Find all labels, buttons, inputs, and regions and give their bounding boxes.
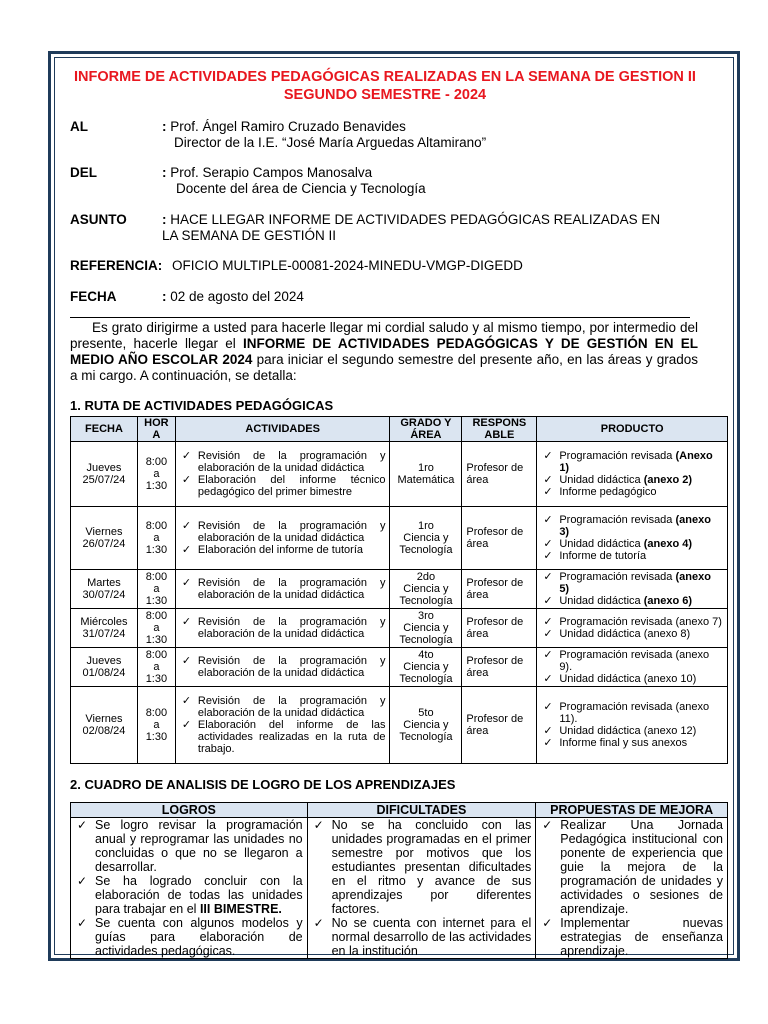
product-annex: (anexo 2) <box>643 474 692 486</box>
hour-sep: a <box>153 719 160 731</box>
product-text: Programación revisada (anexo 7) <box>559 616 722 628</box>
product-item <box>537 725 727 737</box>
product-item: ✓ Informe pedagógico <box>537 486 727 498</box>
grado-cell <box>390 570 462 609</box>
product-item <box>537 474 727 486</box>
table-row <box>71 507 728 570</box>
actividades-cell <box>175 648 390 687</box>
col-responsable: RESPONS ABLE <box>462 417 537 442</box>
hour-end: 1:30 <box>145 634 168 646</box>
area-line: Tecnología <box>399 634 453 646</box>
table-row <box>71 442 728 507</box>
hour-end: 1:30 <box>145 673 168 685</box>
day-date: 25/07/24 <box>82 474 126 486</box>
hour-sep: a <box>153 583 160 595</box>
product-text: Unidad didáctica <box>559 474 644 486</box>
asunto-field <box>70 212 710 248</box>
responsable-cell: Profesor de área <box>462 507 537 570</box>
asunto-label: ASUNTO <box>70 212 127 227</box>
section-1-title: 1. RUTA DE ACTIVIDADES PEDAGÓGICAS <box>70 398 334 413</box>
table-header-row <box>71 417 728 442</box>
grado-cell <box>390 507 462 570</box>
hour-start: 8:00 <box>145 649 168 661</box>
area-line: Matemática <box>397 474 455 486</box>
product-text: Programación revisada (anexo 11). <box>559 701 710 725</box>
del-label: DEL <box>70 165 97 180</box>
grade: 4to <box>418 649 434 661</box>
dificultad-item: ✓ No se cuenta con internet para el normal desarrollo de las actividades en la institución <box>308 916 536 958</box>
product-item: ✓ Informe final y sus anexos <box>537 737 727 749</box>
activity-item: ✓ Revisión de la programación y elaboración de la unidad didáctica <box>176 616 390 640</box>
fecha-cell <box>71 507 138 570</box>
day-date: 02/08/24 <box>82 725 126 737</box>
day-name: Miércoles <box>80 616 128 628</box>
analysis-table <box>70 802 728 959</box>
document-title: INFORME DE ACTIVIDADES PEDAGÓGICAS REALIZADAS EN LA SEMANA DE GESTION II SEGUNDO SEMESTRE - 2024 <box>74 69 696 103</box>
product-item <box>537 628 727 640</box>
fecha-colon: : <box>162 289 167 304</box>
product-item <box>537 450 727 474</box>
product-text: Programación revisada (anexo 9). <box>559 649 710 673</box>
grade: 1ro <box>417 520 434 532</box>
product-text: Programación revisada <box>559 514 676 526</box>
product-item <box>537 595 727 607</box>
hour-end: 1:30 <box>145 480 168 492</box>
grade: 5to <box>418 707 434 719</box>
hour-start: 8:00 <box>145 707 168 719</box>
del-field <box>70 165 710 201</box>
grade: 3ro <box>417 610 434 622</box>
table-row <box>71 609 728 648</box>
dificultades-cell <box>307 818 536 959</box>
area-line: Tecnología <box>399 544 453 556</box>
producto-cell <box>537 570 728 609</box>
responsable-cell: Profesor de área <box>462 687 537 764</box>
product-item <box>537 673 727 685</box>
product-text: Unidad didáctica (anexo 8) <box>559 628 691 640</box>
area-line: Tecnología <box>399 595 453 607</box>
col-hora: HOR A <box>137 417 175 442</box>
actividades-cell <box>175 507 390 570</box>
product-item <box>537 514 727 538</box>
hour-end: 1:30 <box>145 544 168 556</box>
product-annex: (anexo 6) <box>643 595 692 607</box>
logro-item: ✓ Se logro revisar la programación anual y reprogramar las unidades no concluidas o que no se llegaron a desarrollar. <box>71 818 307 874</box>
hora-cell <box>137 609 175 648</box>
hour-sep: a <box>153 661 160 673</box>
product-item <box>537 571 727 595</box>
col-logros: LOGROS <box>71 803 308 818</box>
responsable-cell: Profesor de área <box>462 570 537 609</box>
col-producto: PRODUCTO <box>537 417 728 442</box>
activities-table <box>70 416 728 764</box>
area-line: Tecnología <box>399 673 453 685</box>
del-name: Prof. Serapio Campos Manosalva <box>170 165 373 180</box>
table-row <box>71 648 728 687</box>
day-name: Martes <box>87 577 121 589</box>
responsable-cell: Profesor de área <box>462 648 537 687</box>
hour-end: 1:30 <box>145 595 168 607</box>
logro-item <box>71 874 307 916</box>
hora-cell <box>137 687 175 764</box>
producto-cell <box>537 507 728 570</box>
section-2-title: 2. CUADRO DE ANALISIS DE LOGRO DE LOS APRENDIZAJES <box>70 777 456 792</box>
area-line: Tecnología <box>399 731 453 743</box>
logros-cell <box>71 818 308 959</box>
actividades-cell <box>175 442 390 507</box>
day-date: 26/07/24 <box>82 538 126 550</box>
day-date: 30/07/24 <box>82 589 126 601</box>
fecha-cell <box>71 609 138 648</box>
referencia-field <box>70 258 710 276</box>
fecha-value: 02 de agosto del 2024 <box>170 289 304 304</box>
product-text: Programación revisada <box>559 450 676 462</box>
hour-sep: a <box>153 532 160 544</box>
col-actividades: ACTIVIDADES <box>175 417 390 442</box>
hour-start: 8:00 <box>145 456 168 468</box>
propuesta-item: ✓ Implementar nuevas estrategias de enseñanza aprendizaje. <box>536 916 727 958</box>
logro-item: ✓ Se cuenta con algunos modelos y guías para elaboración de actividades pedagógicas. <box>71 916 307 958</box>
fecha-cell <box>71 648 138 687</box>
grado-cell <box>390 687 462 764</box>
activity-item: ✓ Revisión de la programación y elaboración de la unidad didáctica <box>176 655 390 679</box>
product-text: Unidad didáctica <box>559 538 644 550</box>
product-annex: (anexo 3) <box>559 514 711 538</box>
product-annex: (anexo 5) <box>559 571 711 595</box>
producto-cell <box>537 609 728 648</box>
dificultad-item: ✓ No se ha concluido con las unidades programadas en el primer semestre por motivos que los estudiantes presentan dificultades en el ritmo y avance de sus aprendizajes por diferentes factores. <box>308 818 536 916</box>
logro-text: Se ha logrado concluir con la elaboración de todas las unidades para trabajar en el <box>95 874 303 916</box>
intro-paragraph <box>70 320 698 384</box>
al-label: AL <box>70 119 88 134</box>
logro-text-bold: III BIMESTRE. <box>199 902 282 916</box>
analysis-header-row <box>71 803 728 818</box>
table-row <box>71 570 728 609</box>
product-text: Unidad didáctica (anexo 10) <box>559 673 697 685</box>
product-text: Unidad didáctica (anexo 12) <box>559 725 697 737</box>
fecha-label: FECHA <box>70 289 117 304</box>
product-item <box>537 649 727 673</box>
al-colon: : <box>162 119 167 134</box>
product-item <box>537 538 727 550</box>
day-name: Viernes <box>85 526 123 538</box>
hour-sep: a <box>153 468 160 480</box>
asunto-colon: : <box>162 212 167 227</box>
hour-start: 8:00 <box>145 520 168 532</box>
col-dificultades: DIFICULTADES <box>307 803 536 818</box>
responsable-cell: Profesor de área <box>462 442 537 507</box>
day-name: Viernes <box>85 713 123 725</box>
day-date: 01/08/24 <box>82 667 126 679</box>
hour-sep: a <box>153 622 160 634</box>
grade: 2do <box>416 571 436 583</box>
del-title: Docente del área de Ciencia y Tecnología <box>176 181 426 196</box>
col-grado: GRADO Y ÁREA <box>390 417 462 442</box>
referencia-label: REFERENCIA: <box>70 258 163 273</box>
grado-cell <box>390 442 462 507</box>
hour-start: 8:00 <box>145 571 168 583</box>
hour-end: 1:30 <box>145 731 168 743</box>
producto-cell <box>537 648 728 687</box>
day-date: 31/07/24 <box>82 628 126 640</box>
referencia-value: OFICIO MULTIPLE-00081-2024-MINEDU-VMGP-DIGEDD <box>172 258 523 273</box>
grado-cell <box>390 648 462 687</box>
area-line: Ciencia y <box>403 661 449 673</box>
area-line: Ciencia y <box>403 583 449 595</box>
intro-text-1: Es grato dirigirme a usted para hacerle llegar mi cordial saludo y al mismo tiempo, por intermedio del presente, hacerle llegar el <box>70 320 698 351</box>
asunto-line2: LA SEMANA DE GESTIÓN II <box>162 228 337 243</box>
propuesta-item: ✓ Realizar Una Jornada Pedagógica institucional con ponente de experiencia que guie la mejora de la programación de unidades y actividades o sesiones de aprendizaje. <box>536 818 727 916</box>
del-colon: : <box>162 165 167 180</box>
intro-text-bold: INFORME DE ACTIVIDADES PEDAGÓGICAS Y DE GESTIÓN EN EL MEDIO AÑO ESCOLAR 2024 <box>70 336 699 367</box>
activity-item: ✓ Elaboración del informe de tutoría <box>176 544 390 556</box>
grado-cell <box>390 609 462 648</box>
intro-text-2: para iniciar el segundo semestre del presente año, en las áreas y grados a mi cargo. A continuación, se detalla: <box>70 352 698 383</box>
hora-cell <box>137 570 175 609</box>
activity-item: ✓ Revisión de la programación y elaboración de la unidad didáctica <box>176 577 390 601</box>
fecha-cell <box>71 687 138 764</box>
propuestas-cell <box>536 818 728 959</box>
actividades-cell <box>175 687 390 764</box>
hora-cell <box>137 507 175 570</box>
area-line: Ciencia y <box>403 622 449 634</box>
separator-line <box>70 317 690 318</box>
actividades-cell <box>175 570 390 609</box>
activity-item: ✓ Revisión de la programación y elaboración de la unidad didáctica <box>176 695 390 719</box>
hora-cell <box>137 442 175 507</box>
product-text: Programación revisada <box>559 571 676 583</box>
responsable-cell: Profesor de área <box>462 609 537 648</box>
hour-start: 8:00 <box>145 610 168 622</box>
fecha-cell <box>71 442 138 507</box>
product-item: ✓ Informe de tutoría <box>537 550 727 562</box>
product-item <box>537 616 727 628</box>
col-propuestas: PROPUESTAS DE MEJORA <box>536 803 728 818</box>
table-row <box>71 687 728 764</box>
product-annex: (anexo 4) <box>643 538 692 550</box>
product-annex: (Anexo 1) <box>559 450 713 474</box>
area-line: Ciencia y <box>403 719 449 731</box>
activity-item: ✓ Revisión de la programación y elaboración de la unidad didáctica <box>176 450 390 474</box>
activity-item: ✓ Elaboración del informe técnico pedagógico del primer bimestre <box>176 474 390 498</box>
actividades-cell <box>175 609 390 648</box>
producto-cell <box>537 442 728 507</box>
fecha-cell <box>71 570 138 609</box>
grade: 1ro <box>417 462 434 474</box>
al-title: Director de la I.E. “José María Arguedas Altamirano” <box>174 135 487 150</box>
analysis-row <box>71 818 728 959</box>
day-name: Jueves <box>86 462 122 474</box>
fecha-field <box>70 289 710 307</box>
activity-item: ✓ Revisión de la programación y elaboración de la unidad didáctica <box>176 520 390 544</box>
col-fecha: FECHA <box>71 417 138 442</box>
hora-cell <box>137 648 175 687</box>
producto-cell <box>537 687 728 764</box>
activity-item: ✓ Elaboración del informe de las actividades realizadas en la ruta de trabajo. <box>176 719 390 755</box>
day-name: Jueves <box>86 655 122 667</box>
product-item <box>537 701 727 725</box>
al-name: Prof. Ángel Ramiro Cruzado Benavides <box>170 119 406 134</box>
asunto-line1: HACE LLEGAR INFORME DE ACTIVIDADES PEDAGÓGICAS REALIZADAS EN <box>170 212 661 227</box>
product-text: Unidad didáctica <box>559 595 644 607</box>
area-line: Ciencia y <box>403 532 449 544</box>
al-field <box>70 119 710 155</box>
